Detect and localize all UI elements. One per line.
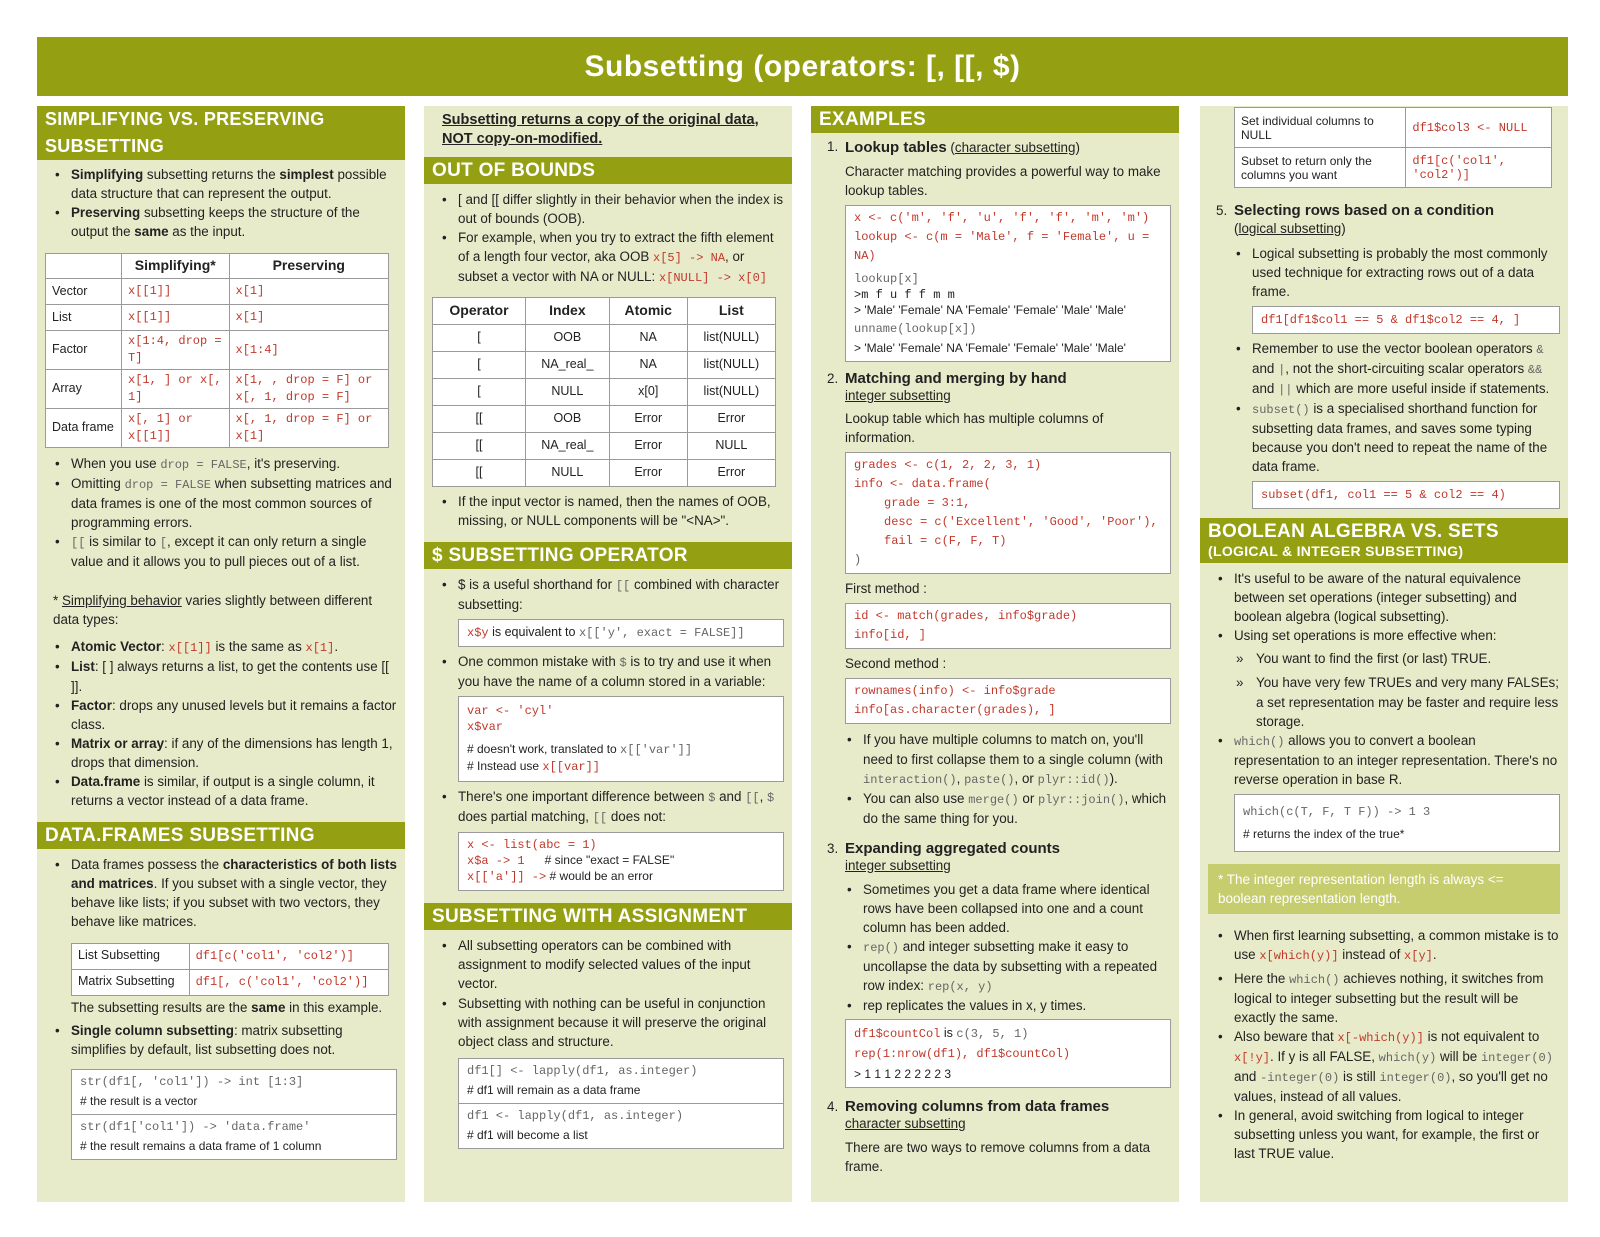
section-header-dataframes: DATA.FRAMES SUBSETTING [37, 822, 405, 849]
list-item: • Subsetting with nothing can be useful in conjunction with assignment because it will preserve the original object class and structure. [458, 994, 784, 1051]
single-column-list [45, 1021, 397, 1059]
table-cell: OOB [525, 325, 609, 352]
table-cell: OOB [525, 406, 609, 433]
table-cell: NA_real_ [525, 352, 609, 379]
table-cell: List Subsetting [72, 943, 190, 969]
list-item: • There's one important difference between $ and [[, $ does partial matching, [[ does not: [458, 787, 784, 827]
expand-notes-list [819, 880, 1171, 1015]
table-row [46, 409, 389, 448]
cheatsheet [37, 37, 1568, 1202]
table-cell: [ [433, 352, 526, 379]
list-item: • Simplifying subsetting returns the simplest possible data structure that can represent the output. [71, 165, 397, 203]
partial-match-list [432, 787, 784, 827]
example-3: 3. Expanding aggregated counts integer subsetting [827, 839, 1061, 873]
dollar-equivalence-box: x$y is equivalent to x[['y', exact = FALSE]] [458, 619, 784, 647]
table-cell: x[0] [609, 379, 687, 406]
table-cell: x[[1]] [122, 305, 230, 331]
which-code-box: which(c(T, F, T F)) -> 1 3 # returns the index of the true* [1234, 794, 1560, 852]
list-item: • Using set operations is more effective when: » You want to find the first (or last) TRUE. » You have very few TRUEs and very many FALSEs; a set representation may be faster and require less storage. [1234, 626, 1560, 730]
partial-match-code-box: x <- list(abc = 1) x$a -> 1 # since "exact = FALSE" x[['a']] -> # would be an error [458, 832, 784, 891]
list-item: • Data frames possess the characteristics of both lists and matrices. If you subset with a single vector, they behave like lists; if you subset with two vectors, they behave like matrices. [71, 855, 397, 931]
var-code-box: var <- 'cyl' x$var # doesn't work, translated to x[['var']] # Instead use x[[var]] [458, 696, 784, 782]
table-row [46, 305, 389, 331]
merge-notes-list [819, 730, 1171, 827]
column-header: Atomic [609, 298, 687, 325]
table-cell: Error [609, 406, 687, 433]
section-header-assignment: SUBSETTING WITH ASSIGNMENT [424, 903, 792, 930]
table-cell: x[1, , drop = F] or x[, 1, drop = F] [229, 370, 389, 409]
column-header [46, 254, 122, 279]
list-item: » You want to find the first (or last) TRUE. [1256, 649, 1560, 668]
list-item: • rep() and integer subsetting make it easy to uncollapse the data by subsetting with a repeated row index: rep(x, y) [863, 937, 1171, 996]
column-header: List [687, 298, 775, 325]
list-item: • One common mistake with $ is to try and use it when you have the name of a column stored in a variable: [458, 652, 784, 691]
subset-code-box: subset(df1, col1 == 5 & col2 == 4) [1252, 481, 1560, 509]
second-method-label: Second method : [845, 656, 947, 672]
table-cell: NULL [525, 379, 609, 406]
set-operations-list [1234, 649, 1560, 730]
table-cell: Matrix Subsetting [72, 969, 190, 995]
lapply-code-box: df1[] <- lapply(df1, as.integer) # df1 will remain as a data frame df1 <- lapply(df1, as.integer) # df1 will become a list [458, 1058, 784, 1149]
dataframe-subsetting-table [71, 943, 389, 996]
table-cell: Error [609, 460, 687, 487]
simplify-preserve-table [45, 253, 389, 448]
copy-note: Subsetting returns a copy of the original data, NOT copy-on-modified. [442, 112, 759, 147]
list-item: • For example, when you try to extract the fifth element of a length four vector, aka OOB x[5] -> NA, or subset a vector with NA or NULL: x[NULL] -> x[0] [458, 228, 784, 287]
example-4-desc: There are two ways to remove columns from a data frame. [845, 1139, 1151, 1174]
table-cell: x[, 1, drop = F] or x[1] [229, 409, 389, 448]
table-row [46, 331, 389, 370]
section-header-boolean: BOOLEAN ALGEBRA VS. SETS (LOGICAL & INTEGER SUBSETTING) [1200, 518, 1568, 563]
section-header-dollar: $ SUBSETTING OPERATOR [424, 542, 792, 569]
table-cell: Set individual columns to NULL [1235, 108, 1406, 148]
table-row [433, 406, 776, 433]
table-cell: x[[1]] [122, 279, 230, 305]
list-item: • All subsetting operators can be combined with assignment to modify selected values of the input vector. [458, 936, 784, 993]
list-item: • In general, avoid switching from logical to integer subsetting unless you want, for example, the first or last TRUE value. [1234, 1106, 1560, 1163]
table-cell: list(NULL) [687, 352, 775, 379]
table-cell: x[1] [229, 305, 389, 331]
column-header: Index [525, 298, 609, 325]
table-cell: NA [609, 352, 687, 379]
table-row [433, 460, 776, 487]
column-header: Simplifying* [122, 254, 230, 279]
table-cell: Factor [46, 331, 122, 370]
table-cell: x[1, ] or x[, 1] [122, 370, 230, 409]
table-row [433, 433, 776, 460]
second-method-code: rownames(info) <- info$grade info[as.character(grades), ] [845, 678, 1171, 724]
logical-code-box: df1[df1$col1 == 5 & df1$col2 == 4, ] [1252, 306, 1560, 334]
table-row [433, 352, 776, 379]
column-header: Operator [433, 298, 526, 325]
list-item: • Atomic Vector: x[[1]] is the same as x[1]. [71, 637, 397, 657]
table-cell: Subset to return only the columns you want [1235, 148, 1406, 188]
column-3 [811, 106, 1179, 1202]
list-item: • subset() is a specialised shorthand function for subsetting data frames, and saves some typing because you don't need to repeat the name of the data frame. [1252, 399, 1560, 476]
remove-columns-table [1234, 107, 1552, 188]
list-item: • Logical subsetting is probably the most commonly used technique for extracting rows out of a data frame. [1252, 244, 1560, 301]
table-cell: Data frame [46, 409, 122, 448]
section-header-out-of-bounds: OUT OF BOUNDS [424, 157, 792, 184]
table-cell: list(NULL) [687, 379, 775, 406]
table-row [72, 969, 389, 995]
list-item: • Preserving subsetting keeps the structure of the output the same as the input. [71, 203, 397, 241]
simplifying-list [45, 165, 397, 241]
table-row [46, 370, 389, 409]
first-method-code: id <- match(grades, info$grade) info[id, ] [845, 603, 1171, 649]
list-item: • Factor: drops any unused levels but it remains a factor class. [71, 696, 397, 734]
table-cell: Error [687, 460, 775, 487]
example-4: 4. Removing columns from data frames character subsetting [827, 1097, 1110, 1131]
list-item: • which() allows you to convert a boolean representation to an integer representation. There's no reverse operation in base R. [1234, 731, 1560, 789]
oob-list [432, 190, 784, 287]
types-list [45, 637, 397, 809]
column-2 [424, 106, 792, 1202]
list-item: » You have very few TRUEs and very many FALSEs; a set representation may be faster and require less storage. [1256, 673, 1560, 730]
table-cell: [[ [433, 460, 526, 487]
list-item: • Omitting drop = FALSE when subsetting matrices and data frames is one of the most common sources of programming errors. [71, 474, 397, 532]
table-cell: x[1:4, drop = T] [122, 331, 230, 370]
dollar-mistake-list [432, 652, 784, 691]
list-item: • Also beware that x[-which(y)] is not equivalent to x[!y]. If y is all FALSE, which(y) will be integer(0) and -integer(0) is still integer(0), so you'll get no values, instead of all values. [1234, 1027, 1560, 1106]
section-header-simplifying: SIMPLIFYING VS. PRESERVING SUBSETTING [37, 106, 405, 160]
table-row [1235, 108, 1552, 148]
same-results-text: The subsetting results are the same in this example. [71, 999, 383, 1015]
oob-table [432, 297, 776, 487]
column-1 [37, 106, 405, 1202]
list-item: • Matrix or array: if any of the dimensions has length 1, drops that dimension. [71, 734, 397, 772]
table-cell: x[, 1] or x[[1]] [122, 409, 230, 448]
assignment-list [432, 936, 784, 1050]
list-item: • List: [ ] always returns a list, to get the contents use [[ ]]. [71, 657, 397, 695]
table-cell: [[ [433, 406, 526, 433]
dataframes-list [45, 855, 397, 931]
table-cell: List [46, 305, 122, 331]
logical-notes-list [1208, 339, 1560, 476]
table-cell: df1[c('col1', 'col2')] [189, 943, 388, 969]
table-cell: NULL [525, 460, 609, 487]
simplifying-note: * Simplifying behavior varies slightly between different data types: [53, 593, 373, 628]
list-item: • Here the which() achieves nothing, it switches from logical to integer subsetting but the result will be exactly the same. [1234, 969, 1560, 1027]
which-mistakes-list [1208, 926, 1560, 1163]
example-2-desc: Lookup table which has multiple columns of information. [845, 411, 1104, 446]
table-cell: df1[, c('col1', 'col2')] [189, 969, 388, 995]
table-cell: x[1] [229, 279, 389, 305]
list-item: • It's useful to be aware of the natural equivalence between set operations (integer subsetting) and boolean algebra (logical subsetting). [1234, 569, 1560, 626]
boolean-list [1208, 569, 1560, 788]
table-cell: [ [433, 379, 526, 406]
oob-note-list [432, 492, 784, 530]
lookup-code-box: x <- c('m', 'f', 'u', 'f', 'f', 'm', 'm') lookup <- c(m = 'Male', f = 'Female', u = NA) lookup[x] >m f u f f m m > 'Male' 'Female' NA 'Female' 'Female' 'Male' 'Male' unname(lookup[x]) > 'Male' 'Female' NA 'Female' 'Female' 'Male' 'Male' [845, 205, 1171, 362]
table-row [433, 325, 776, 352]
list-item: • Data.frame is similar, if output is a single column, it returns a vector instead of a data frame. [71, 772, 397, 810]
page-title: Subsetting (operators: [, [[, $) [37, 37, 1568, 96]
table-header-row [433, 298, 776, 325]
list-item: • [ and [[ differ slightly in their behavior when the index is out of bounds (OOB). [458, 190, 784, 228]
count-code-box: df1$countCol is c(3, 5, 1) rep(1:nrow(df1), df1$countCol) > 1 1 1 2 2 2 2 2 3 [845, 1019, 1171, 1088]
table-cell: NULL [687, 433, 775, 460]
section-header-examples: EXAMPLES [811, 106, 1179, 133]
first-method-label: First method : [845, 581, 927, 597]
list-item: • When you use drop = FALSE, it's preserving. [71, 454, 397, 474]
table-row [433, 379, 776, 406]
str-code-box: str(df1[, 'col1']) -> int [1:3] # the result is a vector str(df1['col1']) -> 'data.frame' # the result remains a data frame of 1 column [71, 1069, 397, 1160]
table-cell: Array [46, 370, 122, 409]
table-cell: Error [609, 433, 687, 460]
table-cell: NA_real_ [525, 433, 609, 460]
table-cell: df1[c('col1', 'col2')] [1406, 148, 1552, 188]
example-1: 1. Lookup tables (character subsetting) [827, 139, 1080, 156]
table-cell: [[ [433, 433, 526, 460]
list-item: • You can also use merge() or plyr::join(), which do the same thing for you. [863, 789, 1171, 828]
drop-notes-list [45, 454, 397, 571]
list-item: • Remember to use the vector boolean operators & and |, not the short-circuiting scalar operators && and || which are more useful inside if statements. [1252, 339, 1560, 399]
table-cell: x[1:4] [229, 331, 389, 370]
list-item: • If the input vector is named, then the names of OOB, missing, or NULL components will be "<NA>". [458, 492, 784, 530]
list-item: • [[ is similar to [, except it can only return a single value and it allows you to pull pieces out of a list. [71, 532, 397, 571]
table-cell: NA [609, 325, 687, 352]
list-item: • Sometimes you get a data frame where identical rows have been collapsed into one and a count column has been added. [863, 880, 1171, 937]
column-4 [1200, 106, 1568, 1202]
table-header-row [46, 254, 389, 279]
integer-length-note: * The integer representation length is always <= boolean representation length. [1208, 864, 1560, 914]
list-item: • If you have multiple columns to match on, you'll need to first collapse them to a single column (with interaction(), paste(), or plyr::id()). [863, 730, 1171, 788]
logical-list [1208, 244, 1560, 301]
example-2: 2. Matching and merging by hand integer subsetting [827, 370, 1067, 404]
dollar-list [432, 575, 784, 614]
list-item: • Single column subsetting: matrix subsetting simplifies by default, list subsetting does not. [71, 1021, 397, 1059]
table-row [46, 279, 389, 305]
table-cell: [ [433, 325, 526, 352]
list-item: • When first learning subsetting, a common mistake is to use x[which(y)] instead of x[y]. [1234, 926, 1560, 965]
column-header: Preserving [229, 254, 389, 279]
example-5: 5. Selecting rows based on a condition (logical subsetting) [1216, 202, 1495, 236]
table-cell: df1$col3 <- NULL [1406, 108, 1552, 148]
table-cell: list(NULL) [687, 325, 775, 352]
example-1-desc: Character matching provides a powerful way to make lookup tables. [845, 164, 1161, 199]
list-item: • rep replicates the values in x, y times. [863, 996, 1171, 1015]
table-cell: Vector [46, 279, 122, 305]
list-item: • $ is a useful shorthand for [[ combined with character subsetting: [458, 575, 784, 614]
table-row [72, 943, 389, 969]
grades-code-box: grades <- c(1, 2, 2, 3, 1) info <- data.frame( grade = 3:1, desc = c('Excellent', 'Good', 'Poor'), fail = c(F, F, T) ) [845, 452, 1171, 574]
table-row [1235, 148, 1552, 188]
table-cell: Error [687, 406, 775, 433]
